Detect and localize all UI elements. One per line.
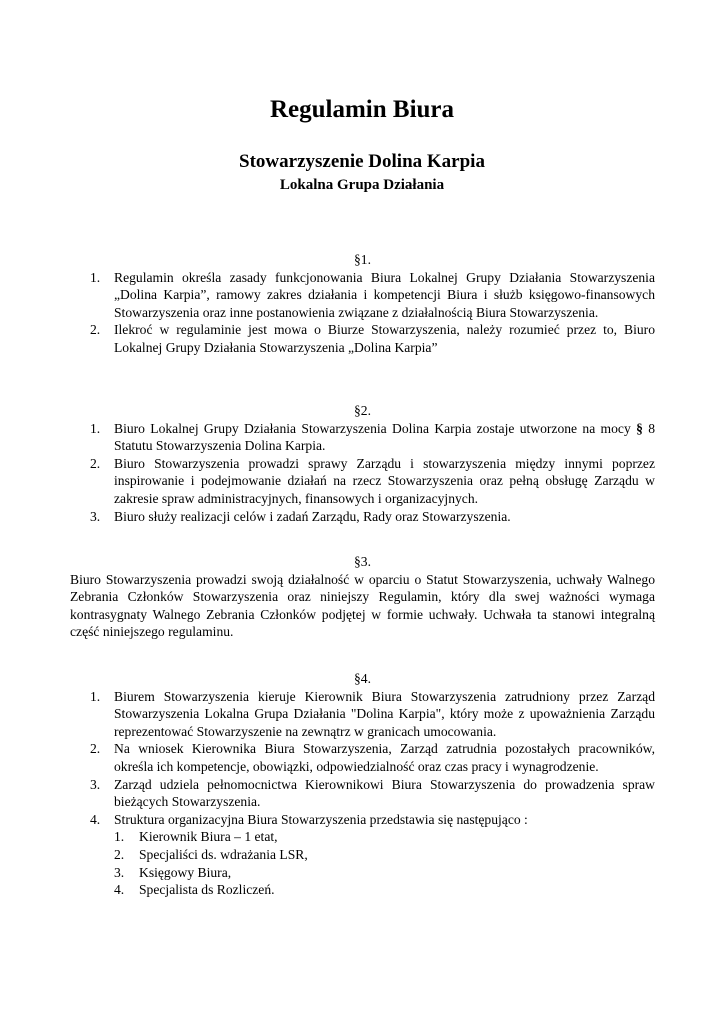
list-text: Biurem Stowarzyszenia kieruje Kierownik Biura Stowarzyszenia zatrudniony przez Zarząd Stowarzyszenia Lokalna Grupa Działania "Dolina Karpia", który może z upoważnienia Zarządu reprezentować Stowarzyszenie na zewnątrz w granicach umocowania. bbox=[114, 688, 655, 739]
list-number: 2. bbox=[90, 322, 101, 338]
list-number: 3. bbox=[90, 508, 101, 524]
sublist-number: 1. bbox=[114, 829, 125, 845]
list-number: 2. bbox=[90, 455, 101, 471]
list-item bbox=[70, 740, 655, 775]
list-text: Biuro służy realizacji celów i zadań Zarządu, Rady oraz Stowarzyszenia. bbox=[114, 508, 511, 524]
list-number: 2. bbox=[90, 741, 101, 757]
section-3-paragraph: Biuro Stowarzyszenia prowadzi swoją działalność w oparciu o Statut Stowarzyszenia, uchwały Walnego Zebrania Członków Stowarzyszenia oraz niniejszy Regulamin, który dla swej ważności wymaga kontrasygnaty Walnego Zebrania Członków podjętej w formie uchwały. Uchwała ta stanowi integralną część niniejszego regulaminu. bbox=[70, 571, 655, 640]
list-item bbox=[70, 420, 655, 455]
document-title: Regulamin Biura bbox=[269, 96, 455, 123]
list-item bbox=[70, 455, 655, 508]
sublist-number: 3. bbox=[114, 864, 125, 880]
list-item bbox=[70, 776, 655, 811]
list-text: Na wniosek Kierownika Biura Stowarzyszenia, Zarząd zatrudnia pozostałych pracowników, określa ich kompetencje, obowiązki, odpowiedzialność oraz czas pracy i wynagrodzenie. bbox=[114, 741, 655, 774]
section-1-list bbox=[70, 269, 655, 357]
section-mark: §1. bbox=[354, 252, 371, 267]
section-mark: §2. bbox=[354, 403, 371, 418]
structure-sublist bbox=[70, 828, 655, 898]
sublist-text: Specjalista ds Rozliczeń. bbox=[139, 882, 275, 898]
sublist-text: Kierownik Biura – 1 etat, bbox=[139, 829, 278, 845]
section-2-list bbox=[70, 420, 655, 526]
sublist-number: 4. bbox=[114, 882, 125, 898]
section-1 bbox=[70, 251, 655, 357]
list-number: 4. bbox=[90, 811, 101, 827]
list-number: 3. bbox=[90, 776, 101, 792]
paragraph-symbol: § bbox=[636, 420, 643, 436]
list-number: 1. bbox=[90, 688, 101, 704]
list-text: Struktura organizacyjna Biura Stowarzyszenia przedstawia się następująco : bbox=[114, 811, 528, 827]
list-text: Biuro Stowarzyszenia prowadzi sprawy Zarządu i stowarzyszenia między innymi poprzez inspirowanie i podejmowanie działań na rzecz Stowarzyszenia oraz pełną obsługę Zarządu w zakresie spraw administracyjnych, finansowych i organizacyjnych. bbox=[114, 455, 655, 506]
document-subtitle-2: Lokalna Grupa Działania bbox=[279, 177, 445, 193]
list-item bbox=[70, 321, 655, 356]
sublist-text: Księgowy Biura, bbox=[139, 864, 232, 880]
sublist-item bbox=[70, 881, 655, 899]
list-item bbox=[70, 508, 655, 526]
list-item bbox=[70, 811, 655, 829]
sublist-number: 2. bbox=[114, 846, 125, 862]
sublist-item bbox=[70, 846, 655, 864]
section-mark: §3. bbox=[354, 554, 371, 569]
sublist-text: Specjaliści ds. wdrażania LSR, bbox=[139, 846, 308, 862]
section-mark: §4. bbox=[354, 671, 371, 686]
list-number: 1. bbox=[90, 420, 101, 436]
list-number: 1. bbox=[90, 269, 101, 285]
sublist-item bbox=[70, 828, 655, 846]
list-text: Biuro Lokalnej Grupy Działania Stowarzyszenia Dolina Karpia zostaje utworzone na mocy bbox=[114, 420, 637, 436]
list-item bbox=[70, 688, 655, 741]
document-subtitle: Stowarzyszenie Dolina Karpia bbox=[239, 151, 485, 172]
section-4-list bbox=[70, 688, 655, 829]
section-3 bbox=[70, 553, 655, 641]
list-text: Zarząd udziela pełnomocnictwa Kierownikowi Biura Stowarzyszenia do prowadzenia spraw bieżących Stowarzyszenia. bbox=[114, 776, 655, 810]
list-text: 8 Statutu Stowarzyszenia Dolina Karpia. bbox=[114, 420, 655, 454]
section-4 bbox=[70, 670, 655, 899]
sublist-item bbox=[70, 864, 655, 882]
section-2 bbox=[70, 402, 655, 525]
list-text: Regulamin określa zasady funkcjonowania Biura Lokalnej Grupy Działania Stowarzyszenia „Dolina Karpia”, ramowy zakres działania i kompetencji Biura i służb księgowo-finansowych Stowarzyszenia oraz inne postanowienia związane z działalnością Biura Stowarzyszenia. bbox=[114, 269, 655, 320]
list-text: Ilekroć w regulaminie jest mowa o Biurze Stowarzyszenia, należy rozumieć przez to, Biuro Lokalnej Grupy Działania Stowarzyszenia „Dolina Karpia” bbox=[114, 322, 655, 355]
list-item bbox=[70, 269, 655, 322]
